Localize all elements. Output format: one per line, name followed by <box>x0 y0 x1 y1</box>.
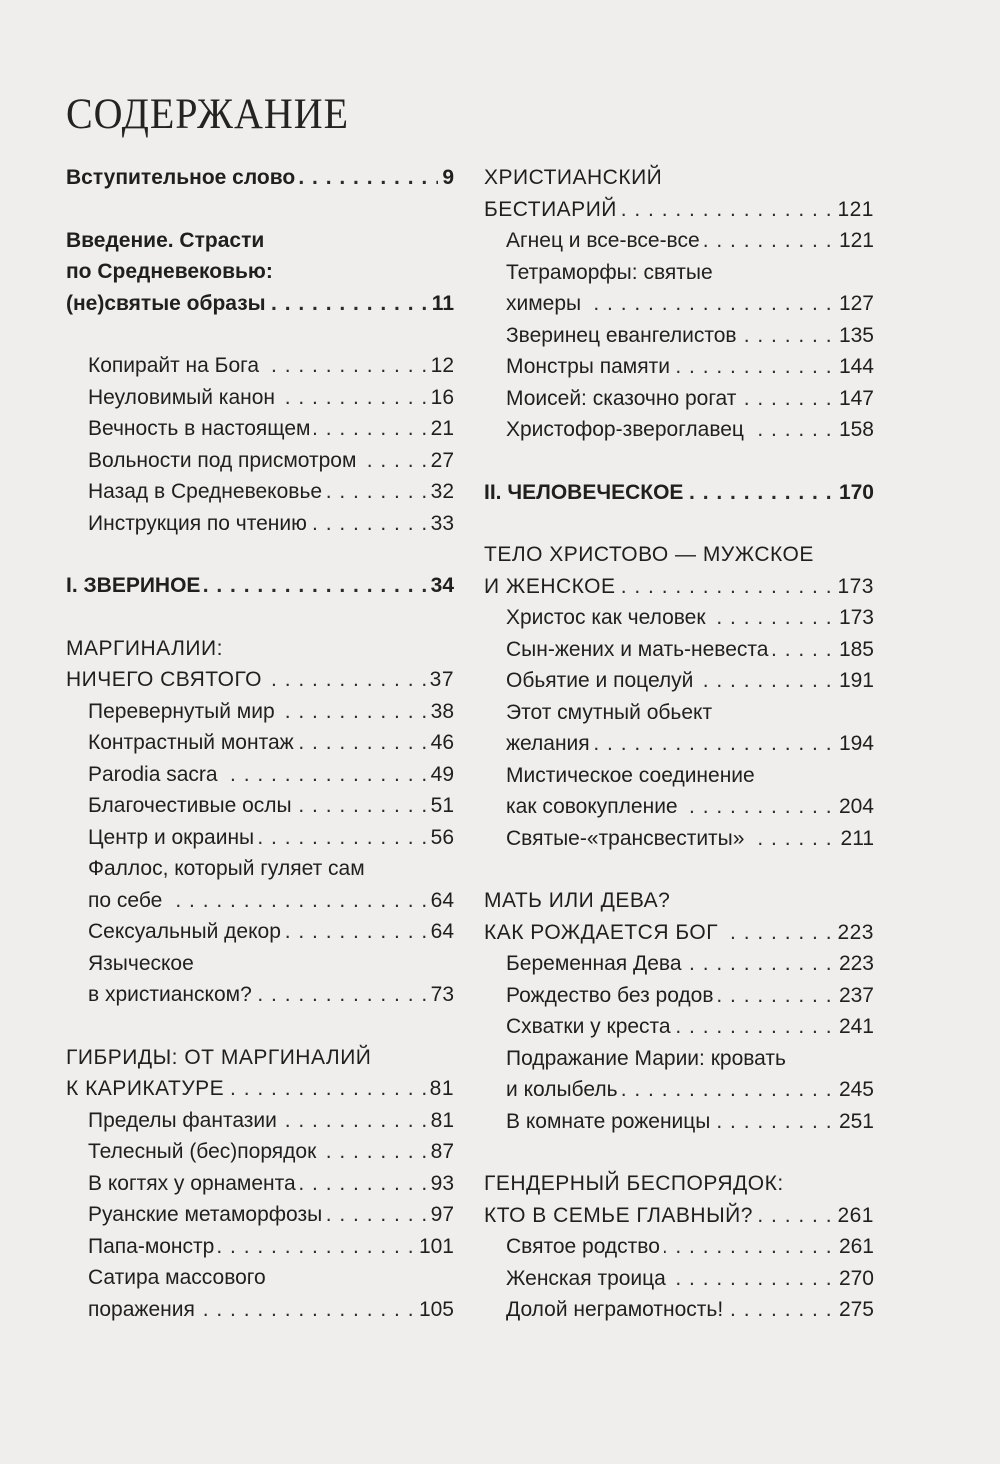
toc-entry-page-number: 170 <box>835 477 874 509</box>
toc-entry[interactable] <box>484 760 874 792</box>
toc-entry[interactable] <box>66 948 454 980</box>
toc-entry-label: Женская троица <box>484 1263 670 1295</box>
toc-entry-page-number: 158 <box>835 414 874 446</box>
toc-entry-page-number: 223 <box>833 917 874 949</box>
toc-entry-page-number: 37 <box>426 664 454 696</box>
toc-entry-label: БЕСТИАРИЙ <box>484 194 621 226</box>
toc-entry-label: Сатира массового <box>66 1262 270 1294</box>
toc-entry[interactable] <box>484 1231 874 1263</box>
toc-entry-page-number: 51 <box>427 790 454 822</box>
toc-entry[interactable] <box>66 1231 454 1263</box>
toc-entry-label: Христос как человек <box>484 602 710 634</box>
toc-entry-label: Благочестивые ослы <box>66 790 296 822</box>
toc-entry-label: Долой неграмотность! <box>484 1294 727 1326</box>
toc-entry[interactable] <box>484 1294 874 1326</box>
toc-entry-label: Вольности под присмотром <box>66 445 360 477</box>
toc-entry-label: в христианском? <box>66 979 256 1011</box>
toc-entry-page-number: 135 <box>835 320 874 352</box>
toc-entry[interactable] <box>484 885 874 917</box>
toc-entry[interactable] <box>484 1200 874 1232</box>
toc-entry[interactable] <box>66 225 454 257</box>
toc-entry[interactable] <box>66 445 454 477</box>
toc-left-column <box>66 162 454 1325</box>
toc-entry-page-number: 241 <box>835 1011 874 1043</box>
toc-entry-page-number: 93 <box>427 1168 454 1200</box>
toc-entry-page-number: 11 <box>428 288 454 320</box>
toc-entry[interactable] <box>66 1073 454 1105</box>
toc-entry-label: и колыбель <box>484 1074 622 1106</box>
toc-entry[interactable] <box>66 413 454 445</box>
toc-entry[interactable] <box>66 288 454 320</box>
toc-entry[interactable] <box>66 885 454 917</box>
toc-entry-page-number: 49 <box>427 759 454 791</box>
toc-entry-label: поражения <box>66 1294 199 1326</box>
toc-entry[interactable] <box>484 948 874 980</box>
toc-entry-label: Христофор-звероглавец <box>484 414 748 446</box>
toc-entry-label: Мистическое соединение <box>484 760 759 792</box>
toc-entry-label: Центр и окраины <box>66 822 258 854</box>
toc-entry[interactable] <box>66 382 454 414</box>
toc-entry-label: Сексуальный декор <box>66 916 285 948</box>
toc-entry-label: I. ЗВЕРИНОЕ <box>66 570 204 602</box>
section-gap <box>66 1011 454 1042</box>
toc-entry[interactable] <box>66 664 454 696</box>
toc-entry-label: по себе <box>66 885 166 917</box>
toc-entry-page-number: 46 <box>427 727 454 759</box>
toc-entry-label: Схватки у креста <box>484 1011 675 1043</box>
toc-entry-label: МАТЬ ИЛИ ДЕВА? <box>484 885 674 917</box>
toc-entry-page-number: 73 <box>427 979 454 1011</box>
toc-entry-label: НИЧЕГО СВЯТОГО <box>66 664 266 696</box>
toc-entry[interactable] <box>484 1106 874 1138</box>
toc-entry-label: желания <box>484 728 594 760</box>
toc-entry[interactable] <box>484 917 874 949</box>
toc-entry-page-number: 81 <box>426 1073 454 1105</box>
toc-entry[interactable] <box>66 916 454 948</box>
toc-entry[interactable] <box>66 1199 454 1231</box>
toc-entry-label: КАК РОЖДАЕТСЯ БОГ <box>484 917 722 949</box>
toc-entry-page-number: 97 <box>427 1199 454 1231</box>
toc-entry-label: Монстры памяти <box>484 351 674 383</box>
toc-entry[interactable] <box>484 697 874 729</box>
toc-entry[interactable] <box>66 1136 454 1168</box>
toc-entry-label: Беременная Дева <box>484 948 686 980</box>
toc-entry[interactable] <box>66 1262 454 1294</box>
toc-entry[interactable] <box>66 727 454 759</box>
toc-entry-label: по Средневековью: <box>66 256 277 288</box>
toc-entry-page-number: 38 <box>427 696 454 728</box>
toc-entry-label: Назад в Средневековье <box>66 476 326 508</box>
toc-entry[interactable] <box>66 853 454 885</box>
toc-entry-label: К КАРИКАТУРЕ <box>66 1073 228 1105</box>
toc-entry-page-number: 101 <box>415 1231 454 1263</box>
toc-entry-label: Пределы фантазии <box>66 1105 281 1137</box>
toc-entry-page-number: 223 <box>835 948 874 980</box>
toc-entry-label: КТО В СЕМЬЕ ГЛАВНЫЙ? <box>484 1200 757 1232</box>
toc-entry[interactable] <box>484 602 874 634</box>
section-gap <box>484 508 874 539</box>
toc-entry-label: Подражание Марии: кровать <box>484 1043 790 1075</box>
toc-entry[interactable] <box>484 414 874 446</box>
toc-entry[interactable] <box>484 791 874 823</box>
toc-entry-label: Телесный (бес)порядок <box>66 1136 320 1168</box>
toc-entry[interactable] <box>484 257 874 289</box>
toc-entry[interactable] <box>66 162 454 194</box>
toc-entry-page-number: 87 <box>427 1136 454 1168</box>
toc-entry-label: Папа-монстр <box>66 1231 218 1263</box>
toc-entry-page-number: 173 <box>833 571 874 603</box>
toc-entry-label: ТЕЛО ХРИСТОВО — МУЖСКОЕ <box>484 539 818 571</box>
toc-entry-page-number: 105 <box>415 1294 454 1326</box>
section-gap <box>66 539 454 570</box>
toc-entry-page-number: 56 <box>427 822 454 854</box>
toc-entry-label: Перевернутый мир <box>66 696 279 728</box>
toc-right-column <box>484 162 874 1326</box>
toc-entry[interactable] <box>66 1042 454 1074</box>
toc-entry[interactable] <box>66 759 454 791</box>
toc-entry-label: как совокупление <box>484 791 682 823</box>
toc-entry-page-number: 121 <box>835 225 874 257</box>
toc-entry-label: Сын-жених и мать-невеста <box>484 634 772 666</box>
toc-entry-label: Агнец и все-все-все <box>484 225 704 257</box>
page-title: СОДЕРЖАНИЕ <box>66 89 350 138</box>
toc-entry-label: МАРГИНАЛИИ: <box>66 633 227 665</box>
toc-entry-label: Вечность в настоящем <box>66 413 314 445</box>
toc-entry-page-number: 12 <box>427 350 454 382</box>
toc-entry[interactable] <box>66 570 454 602</box>
toc-entry-label: Копирайт на Бога <box>66 350 263 382</box>
toc-entry-label: Тетраморфы: святые <box>484 257 717 289</box>
toc-entry-page-number: 121 <box>833 194 874 226</box>
toc-entry[interactable] <box>66 1168 454 1200</box>
toc-entry[interactable] <box>484 539 874 571</box>
toc-entry[interactable] <box>484 225 874 257</box>
toc-entry[interactable] <box>484 194 874 226</box>
toc-entry-page-number: 81 <box>427 1105 454 1137</box>
toc-entry[interactable] <box>484 1074 874 1106</box>
toc-entry-label: ГЕНДЕРНЫЙ БЕСПОРЯДОК: <box>484 1168 788 1200</box>
toc-entry-label: Этот смутный обьект <box>484 697 716 729</box>
toc-entry-page-number: 127 <box>835 288 874 320</box>
toc-entry-page-number: 9 <box>438 162 454 194</box>
toc-entry-label: Обьятие и поцелуй <box>484 665 697 697</box>
toc-entry[interactable] <box>484 665 874 697</box>
toc-entry-page-number: 173 <box>835 602 874 634</box>
toc-entry[interactable] <box>66 350 454 382</box>
toc-entry[interactable] <box>66 476 454 508</box>
toc-entry-label: В когтях у орнамента <box>66 1168 300 1200</box>
toc-entry[interactable] <box>484 571 874 603</box>
toc-entry-page-number: 270 <box>835 1263 874 1295</box>
toc-entry-label: Руанские метаморфозы <box>66 1199 326 1231</box>
toc-entry[interactable] <box>484 980 874 1012</box>
toc-entry-page-number: 16 <box>427 382 454 414</box>
section-gap <box>484 446 874 477</box>
toc-entry-page-number: 147 <box>835 383 874 415</box>
toc-entry[interactable] <box>484 477 874 509</box>
toc-entry-label: Неуловимый канон <box>66 382 279 414</box>
toc-entry[interactable] <box>66 633 454 665</box>
toc-entry-label: И ЖЕНСКОЕ <box>484 571 620 603</box>
toc-entry-page-number: 211 <box>837 823 874 855</box>
toc-entry-label: Контрастный монтаж <box>66 727 298 759</box>
toc-entry-page-number: 261 <box>835 1231 874 1263</box>
toc-entry-label: Святое родство <box>484 1231 664 1263</box>
toc-entry-page-number: 33 <box>427 508 454 540</box>
toc-entry-label: ХРИСТИАНСКИЙ <box>484 162 666 194</box>
toc-entry[interactable] <box>66 979 454 1011</box>
toc-entry-label: Вступительное слово <box>66 162 299 194</box>
toc-entry-page-number: 191 <box>835 665 874 697</box>
toc-entry-label: Введение. Страсти <box>66 225 268 257</box>
toc-entry[interactable] <box>484 383 874 415</box>
toc-entry[interactable] <box>484 634 874 666</box>
toc-entry-page-number: 185 <box>835 634 874 666</box>
toc-entry-page-number: 144 <box>835 351 874 383</box>
toc-entry[interactable] <box>484 728 874 760</box>
toc-entry[interactable] <box>66 696 454 728</box>
toc-entry[interactable] <box>66 508 454 540</box>
toc-entry-label: Рождество без родов <box>484 980 718 1012</box>
toc-entry[interactable] <box>484 1263 874 1295</box>
section-gap <box>66 319 454 350</box>
toc-entry[interactable] <box>66 822 454 854</box>
toc-entry-page-number: 194 <box>835 728 874 760</box>
toc-entry-page-number: 251 <box>835 1106 874 1138</box>
section-gap <box>484 1137 874 1168</box>
toc-entry-page-number: 261 <box>833 1200 874 1232</box>
toc-entry-label: Святые-«трансвеститы» <box>484 823 748 855</box>
toc-entry-label: II. ЧЕЛОВЕЧЕСКОЕ <box>484 477 687 509</box>
toc-entry-page-number: 237 <box>835 980 874 1012</box>
toc-entry[interactable] <box>66 1105 454 1137</box>
toc-entry[interactable] <box>484 320 874 352</box>
toc-entry[interactable] <box>484 1011 874 1043</box>
toc-entry-label: Моисей: сказочно рогат <box>484 383 740 415</box>
toc-entry[interactable] <box>484 288 874 320</box>
toc-entry-label: Инструкция по чтению <box>66 508 311 540</box>
toc-entry-label: В комнате роженицы <box>484 1106 714 1138</box>
toc-entry[interactable] <box>484 162 874 194</box>
toc-entry[interactable] <box>66 256 454 288</box>
toc-entry-page-number: 27 <box>427 445 454 477</box>
toc-entry-page-number: 245 <box>835 1074 874 1106</box>
toc-entry-page-number: 32 <box>427 476 454 508</box>
toc-entry[interactable] <box>484 351 874 383</box>
toc-entry-label: (не)святые образы <box>66 288 270 320</box>
toc-entry-label: ГИБРИДЫ: ОТ МАРГИНАЛИЙ <box>66 1042 375 1074</box>
toc-entry-page-number: 21 <box>427 413 454 445</box>
toc-entry[interactable] <box>66 790 454 822</box>
section-gap <box>66 194 454 225</box>
toc-entry-label: Зверинец евангелистов <box>484 320 741 352</box>
toc-entry-label: химеры <box>484 288 585 320</box>
toc-entry-page-number: 275 <box>835 1294 874 1326</box>
toc-entry-page-number: 34 <box>427 570 454 602</box>
section-gap <box>66 602 454 633</box>
toc-entry-page-number: 204 <box>835 791 874 823</box>
section-gap <box>484 854 874 885</box>
toc-entry-label: Фаллос, который гуляет сам <box>66 853 369 885</box>
toc-entry[interactable] <box>484 1043 874 1075</box>
toc-entry-label: Языческое <box>66 948 198 980</box>
toc-entry-page-number: 64 <box>427 885 454 917</box>
toc-entry[interactable] <box>484 1168 874 1200</box>
toc-entry[interactable] <box>484 823 874 855</box>
toc-entry-label: Parodia sacra <box>66 759 222 791</box>
toc-entry[interactable] <box>66 1294 454 1326</box>
toc-entry-page-number: 64 <box>427 916 454 948</box>
